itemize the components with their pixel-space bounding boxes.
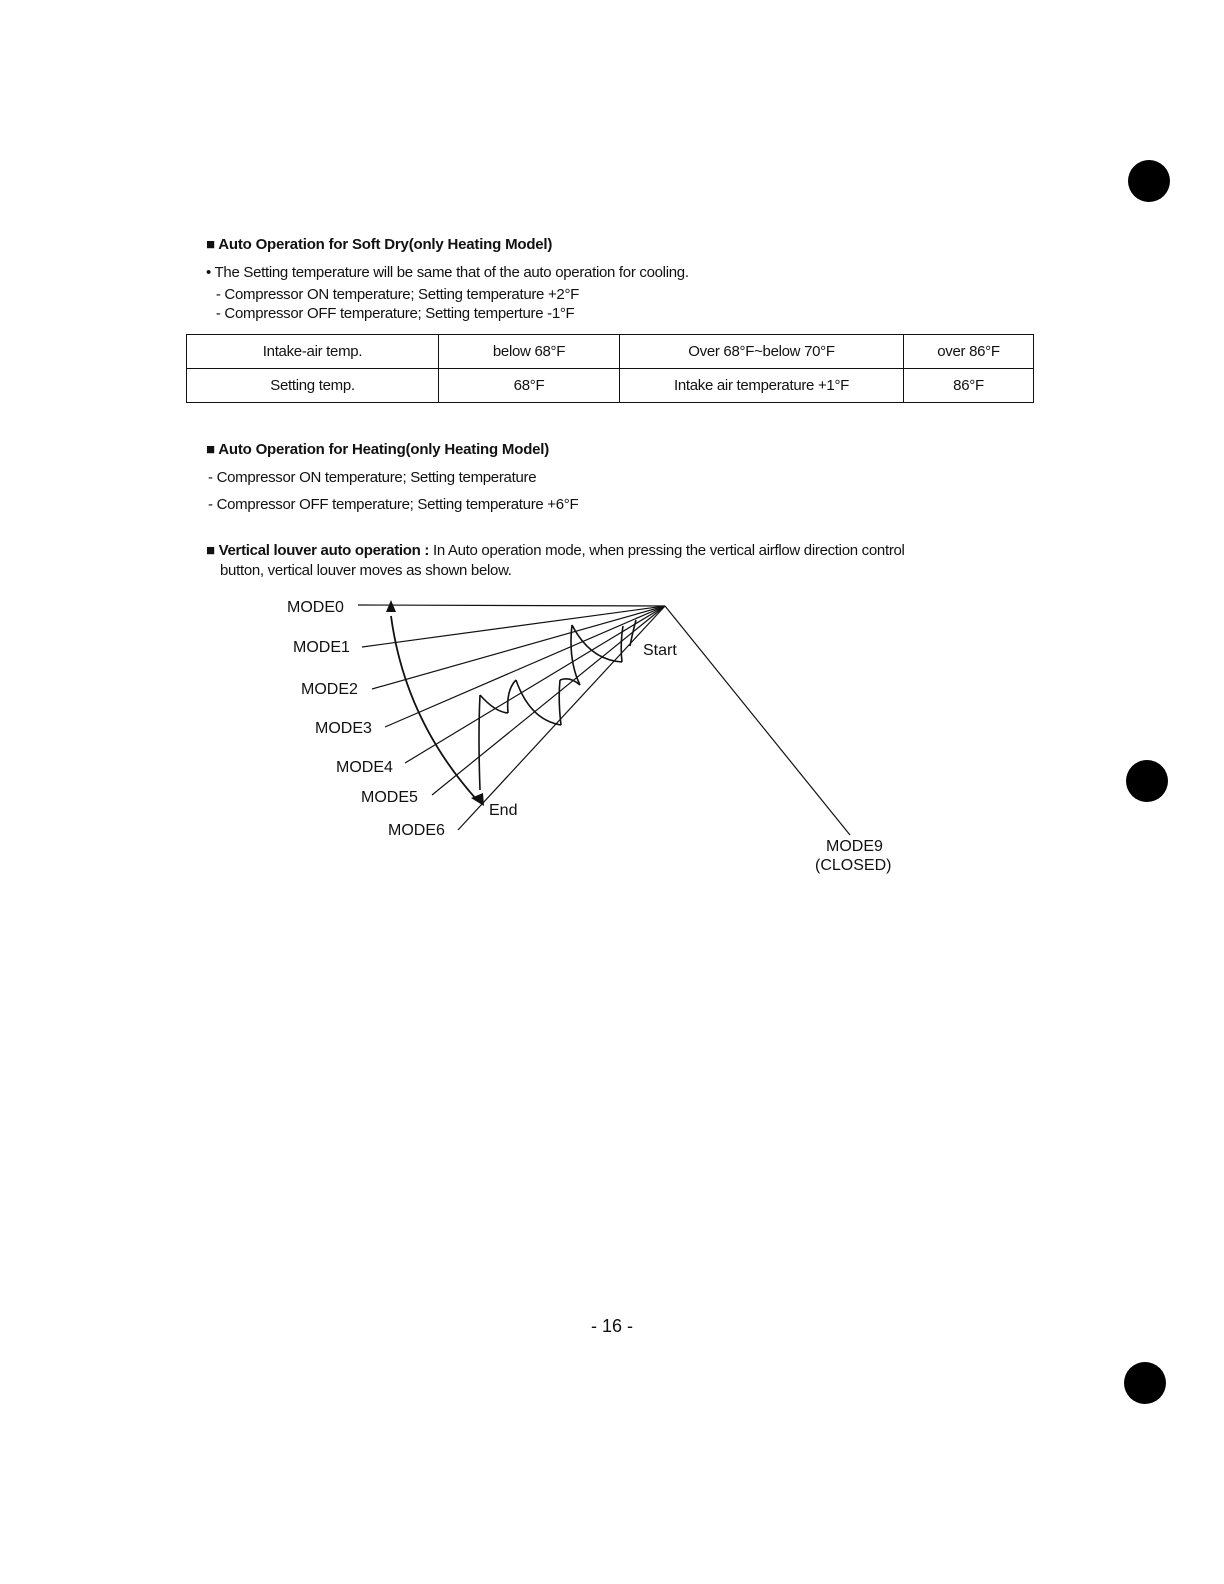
louver-heading-bold: ■ Vertical louver auto operation : xyxy=(206,542,430,559)
mode5-line xyxy=(432,606,665,795)
louver-heading-text2: button, vertical louver moves as shown below. xyxy=(220,562,512,579)
soft-dry-line: - Compressor ON temperature; Setting temperature +2°F xyxy=(212,286,580,303)
louver-heading-text: In Auto operation mode, when pressing the vertical airflow direction control xyxy=(429,542,905,559)
mode9-label: MODE9 xyxy=(826,838,883,855)
mode3-line xyxy=(385,606,665,727)
arrow-up-icon xyxy=(386,600,396,612)
mode-label: MODE2 xyxy=(301,681,358,698)
table-cell: Intake air temperature +1°F xyxy=(620,369,904,403)
mode-label: MODE3 xyxy=(315,720,372,737)
mode6-line xyxy=(458,606,665,830)
swing-arc-arrow xyxy=(391,616,477,800)
table-cell: over 86°F xyxy=(904,335,1034,369)
mode-label: MODE4 xyxy=(336,759,393,776)
louver-swing-path xyxy=(479,620,636,790)
heating-line: - Compressor OFF temperature; Setting temperature +6°F xyxy=(208,496,579,513)
mode-label: MODE0 xyxy=(287,599,344,616)
end-label: End xyxy=(489,802,518,819)
soft-dry-line: - Compressor OFF temperature; Setting temperture -1°F xyxy=(212,305,575,322)
table-cell: Over 68°F~below 70°F xyxy=(620,335,904,369)
binder-hole xyxy=(1126,760,1168,802)
mode-label: MODE1 xyxy=(293,639,350,656)
heating-line: - Compressor ON temperature; Setting temperature xyxy=(208,469,537,486)
closed-label: (CLOSED) xyxy=(815,857,892,874)
table-cell: 68°F xyxy=(439,369,620,403)
soft-dry-heading: ■ Auto Operation for Soft Dry(only Heating Model) xyxy=(206,236,553,253)
mode1-line xyxy=(362,606,665,647)
table-cell: Setting temp. xyxy=(187,369,439,403)
mode0-line xyxy=(358,605,665,606)
mode-label: MODE5 xyxy=(361,789,418,806)
binder-hole xyxy=(1128,160,1170,202)
mode-label: MODE6 xyxy=(388,822,445,839)
table-cell: 86°F xyxy=(904,369,1034,403)
mode9-line xyxy=(665,606,850,835)
mode4-line xyxy=(405,606,665,763)
table-cell: Intake-air temp. xyxy=(187,335,439,369)
soft-dry-line: • The Setting temperature will be same that of the auto operation for cooling. xyxy=(206,264,689,281)
binder-hole xyxy=(1124,1362,1166,1404)
table-cell: below 68°F xyxy=(439,335,620,369)
page-number: - 16 - xyxy=(590,1316,633,1336)
start-label: Start xyxy=(643,642,677,659)
heating-heading: ■ Auto Operation for Heating(only Heating Model) xyxy=(206,441,550,458)
